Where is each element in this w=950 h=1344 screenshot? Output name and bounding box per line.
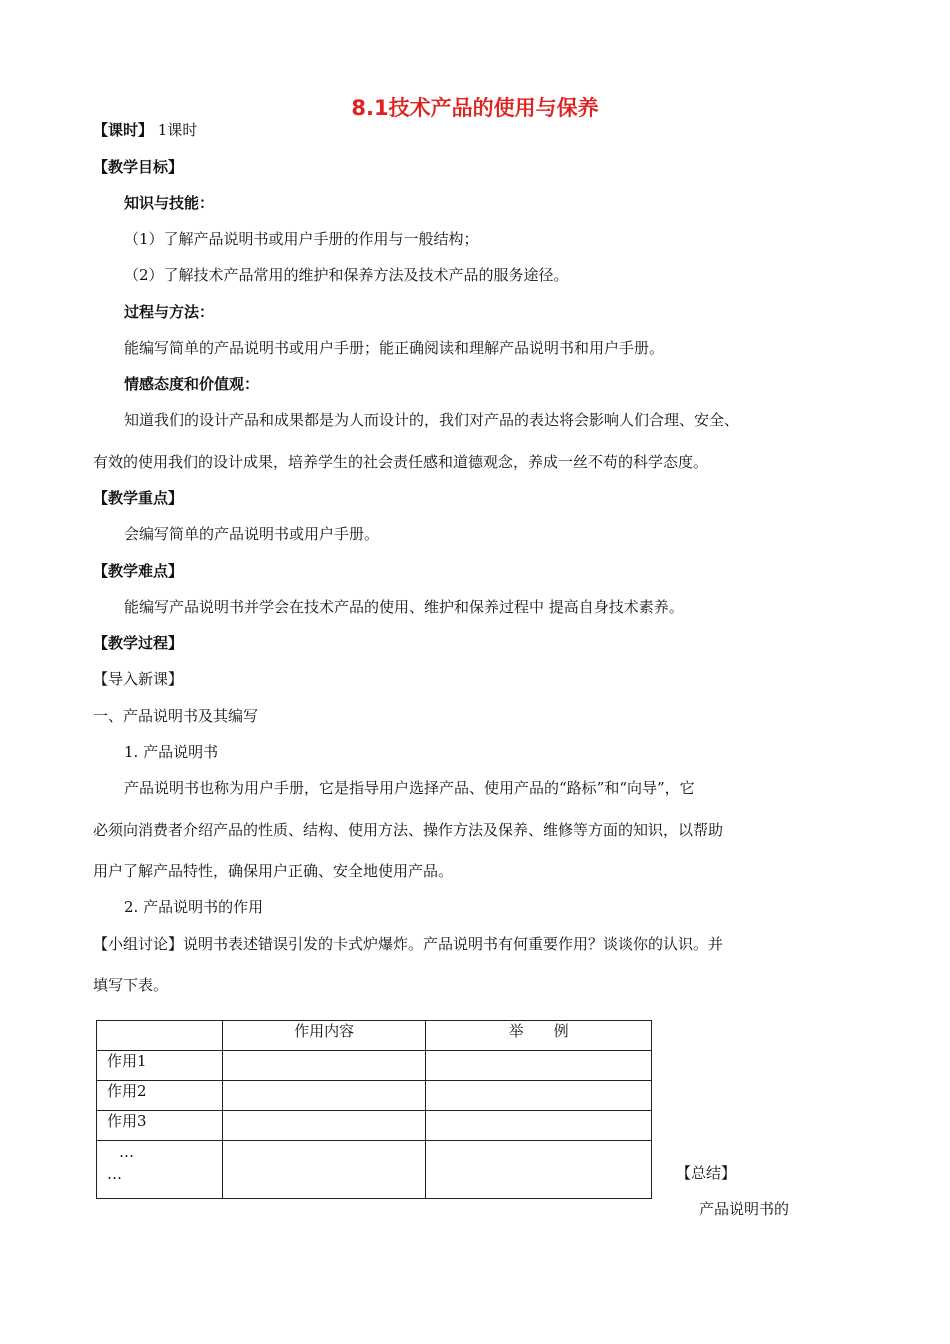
table-cell[interactable] [426, 1051, 652, 1081]
knowledge-item: （2）了解技术产品常用的维护和保养方法及技术产品的服务途径。 [124, 266, 569, 284]
summary-text: 产品说明书的 [699, 1200, 790, 1218]
table-cell[interactable] [222, 1111, 426, 1141]
table-cell[interactable] [222, 1051, 426, 1081]
table-row [97, 1111, 652, 1141]
summary-heading: 【总结】 [676, 1164, 737, 1182]
emotion-text-line: 有效的使用我们的设计成果，培养学生的社会责任感和道德观念，养成一丝不苟的科学态度。 [93, 453, 709, 471]
emotion-text-line: 知道我们的设计产品和成果都是为人而设计的，我们对产品的表达将会影响人们合理、安全、 [124, 411, 740, 429]
table-row-label: 作用1 [97, 1051, 223, 1081]
item-title: 1. 产品说明书 [124, 743, 219, 761]
table-header-cell: 作用内容 [222, 1021, 426, 1051]
table-header-cell: 举 例 [426, 1021, 652, 1051]
table-row-label: 作用2 [97, 1081, 223, 1111]
lesson-hours-value: 1课时 [157, 121, 198, 139]
table-row-label: 作用3 [97, 1111, 223, 1141]
item-title: 2. 产品说明书的作用 [124, 898, 264, 916]
process-heading: 过程与方法： [124, 303, 215, 321]
difficulties-heading: 【教学难点】 [93, 562, 184, 580]
section-heading: 一、产品说明书及其编写 [93, 707, 259, 725]
process-section-heading: 【教学过程】 [93, 634, 184, 652]
lesson-hours [93, 120, 197, 140]
table-cell[interactable] [222, 1141, 426, 1199]
table-row [97, 1051, 652, 1081]
table-row-label [97, 1141, 223, 1199]
difficulties-text: 能编写产品说明书并学会在技术产品的使用、维护和保养过程中 提高自身技术素养。 [124, 598, 684, 616]
knowledge-heading: 知识与技能： [124, 194, 215, 212]
table-cell[interactable] [426, 1111, 652, 1141]
table-cell[interactable] [222, 1081, 426, 1111]
table-header-cell [97, 1021, 223, 1051]
key-points-text: 会编写简单的产品说明书或用户手册。 [124, 525, 380, 543]
discussion-line: 填写下表。 [93, 976, 169, 994]
emotion-heading: 情感态度和价值观： [124, 375, 260, 393]
table-row [97, 1141, 652, 1199]
objectives-heading: 【教学目标】 [93, 158, 184, 176]
ellipsis-mark: … [107, 1165, 122, 1183]
process-text: 能编写简单的产品说明书或用户手册；能正确阅读和理解产品说明书和用户手册。 [124, 339, 665, 357]
role-table [96, 1020, 652, 1199]
table-header-row [97, 1021, 652, 1051]
key-points-heading: 【教学重点】 [93, 489, 184, 507]
table-row [97, 1081, 652, 1111]
table-cell[interactable] [426, 1141, 652, 1199]
paragraph-line: 产品说明书也称为用户手册，它是指导用户选择产品、使用产品的“路标”和“向导”，它 [124, 779, 695, 797]
table-cell[interactable] [426, 1081, 652, 1111]
discussion-line: 【小组讨论】说明书表述错误引发的卡式炉爆炸。产品说明书有何重要作用？谈谈你的认识。并 [93, 935, 724, 953]
knowledge-item: （1）了解产品说明书或用户手册的作用与一般结构； [124, 230, 479, 248]
page-title: 8.1技术产品的使用与保养 [351, 96, 599, 120]
paragraph-line: 必须向消费者介绍产品的性质、结构、使用方法、操作方法及保养、维修等方面的知识，以帮助 [93, 821, 724, 839]
lesson-hours-label: 【课时】 [93, 121, 154, 139]
intro-label: 【导入新课】 [93, 670, 184, 688]
ellipsis-mark: … [119, 1143, 134, 1161]
paragraph-line: 用户了解产品特性，确保用户正确、安全地使用产品。 [93, 862, 454, 880]
